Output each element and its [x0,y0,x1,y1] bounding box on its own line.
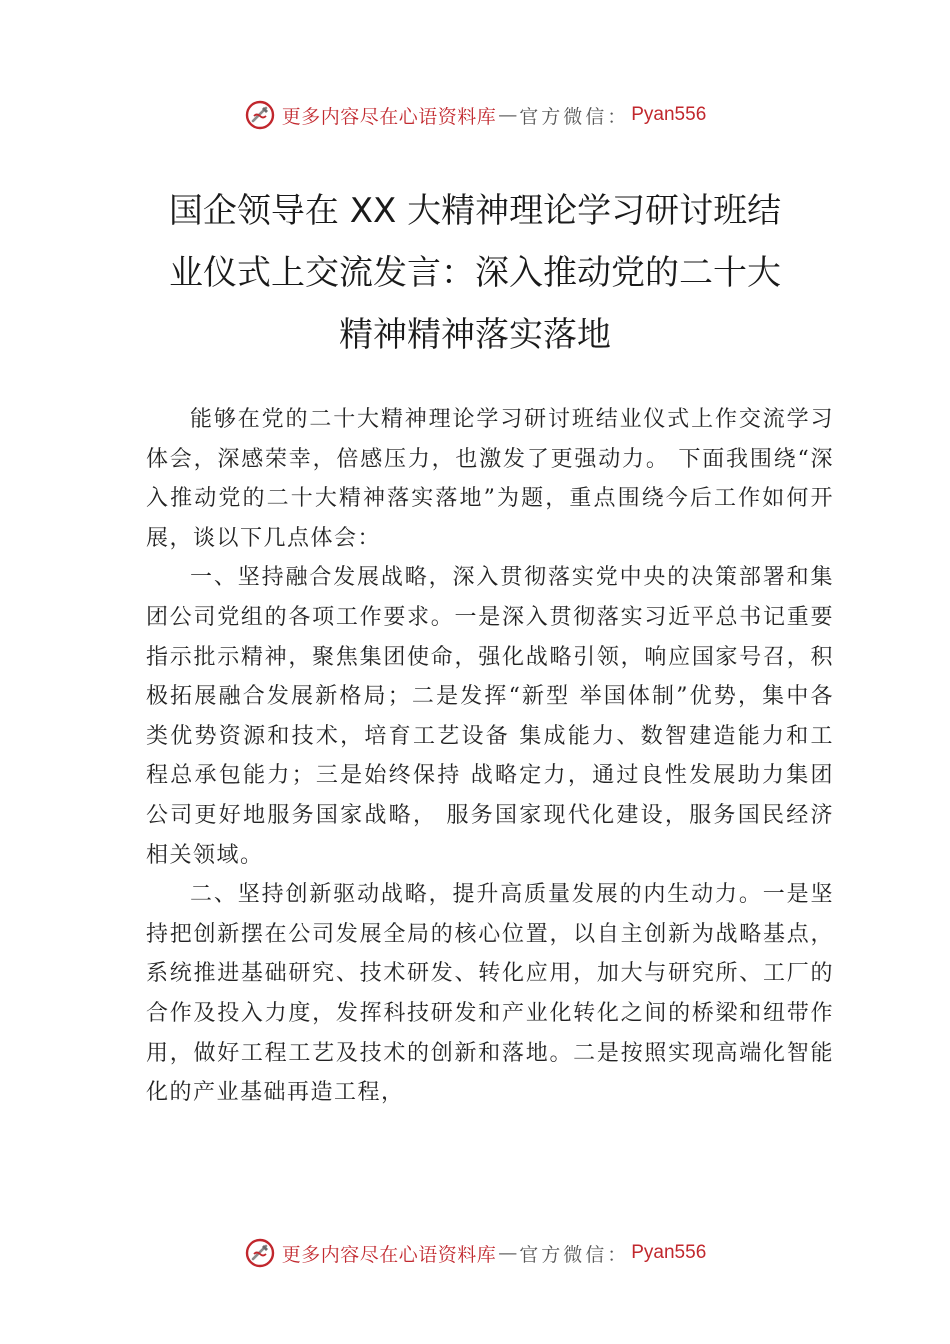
body-paragraph: 一、坚持融合发展战略，深入贯彻落实党中央的决策部署和集团公司党组的各项工作要求。一是深入贯彻落实习近平总书记重要指示批示精神，聚焦集团使命，强化战略引领，响应国家号召，积极拓展融合发展新格局；二是发挥“新型 举国体制”优势，集中各类优势资源和技术，培育工艺设备 集成能力、数智建造能力和工程总承包能力；三是始终保持 战略定力，通过良性发展助力集团公司更好地服务国家战略， 服务国家现代化建设，服务国民经济相关领域。 [146,565,834,868]
banner-separator: — [498,1242,518,1264]
footer-banner [0,1233,950,1273]
brand-name: 更多内容尽在心语资料库 [281,105,497,128]
wechat-label: 官方微信： [519,105,630,128]
wechat-id: Pyan556 [631,104,707,125]
brand-logo-icon [244,1237,276,1269]
title-line: 国企领导在 XX 大精神理论学习研讨班结 [168,191,782,231]
title-line: 业仪式上交流发言：深入推动党的二十大 [169,253,781,293]
body-paragraph: 能够在党的二十大精神理论学习研讨班结业仪式上作交流学习体会，深感荣幸，倍感压力，也激发了更强动力。 下面我围绕“深入推动党的二十大精神落实落地”为题，重点围绕今后工作如何开展，谈以下几点体会： [146,407,834,551]
brand-name: 更多内容尽在心语资料库 [281,1243,497,1266]
header-banner [0,95,950,135]
wechat-id: Pyan556 [631,1242,707,1263]
document-body [146,400,834,1113]
title-line: 精神精神落实落地 [339,315,611,355]
document-title [150,180,800,366]
brand-logo-icon [244,99,276,131]
wechat-label: 官方微信： [519,1243,630,1266]
banner-separator: — [498,104,518,126]
body-paragraph: 二、坚持创新驱动战略，提升高质量发展的内生动力。一是坚持把创新摆在公司发展全局的核心位置，以自主创新为战略基点，系统推进基础研究、技术研发、转化应用，加大与研究所、工厂的合作及投入力度，发挥科技研发和产业化转化之间的桥梁和纽带作用，做好工程工艺及技术的创新和落地。二是按照实现高端化智能化的产业基础再造工程， [146,882,834,1106]
